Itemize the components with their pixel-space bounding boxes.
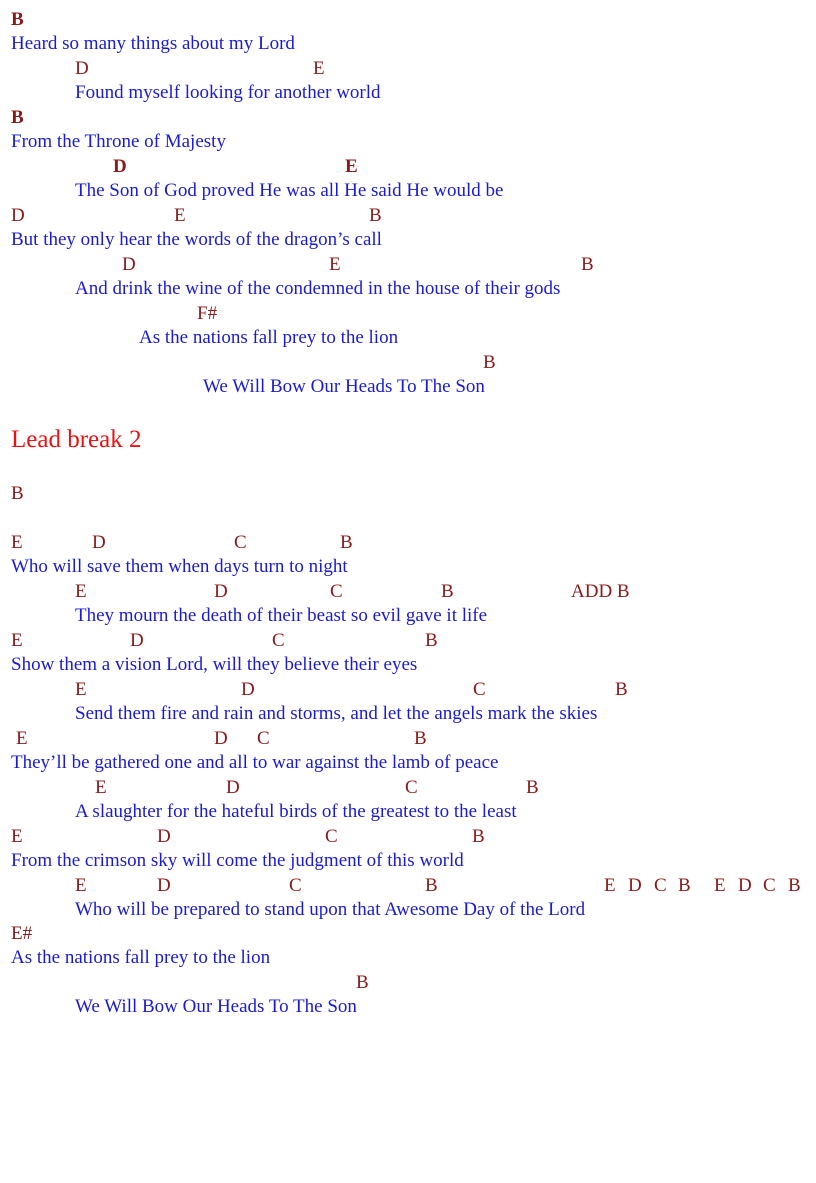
- lyric: They’ll be gathered one and all to war against the lamb of peace: [11, 752, 499, 773]
- lyric: We Will Bow Our Heads To The Son: [75, 996, 357, 1017]
- lyric: From the crimson sky will come the judgment of this world: [11, 850, 464, 871]
- chord: B: [11, 9, 24, 30]
- chord: E: [11, 532, 23, 553]
- lyric: The Son of God proved He was all He said He would be: [75, 180, 504, 201]
- chord: B: [615, 679, 628, 700]
- chord: B: [356, 972, 369, 993]
- lyric: They mourn the death of their beast so evil gave it life: [75, 605, 488, 626]
- chord: C: [763, 875, 776, 896]
- chord: B: [369, 205, 382, 226]
- lyric: As the nations fall prey to the lion: [139, 327, 399, 348]
- chord: B: [483, 352, 496, 373]
- chord: B: [11, 107, 24, 128]
- lyric: From the Throne of Majesty: [11, 131, 226, 152]
- chord: ADD B: [571, 581, 630, 602]
- chord: C: [330, 581, 343, 602]
- chord: D: [738, 875, 752, 896]
- chord: B: [425, 630, 438, 651]
- chord: C: [272, 630, 285, 651]
- chord: C: [234, 532, 247, 553]
- lyric: Show them a vision Lord, will they believe their eyes: [11, 654, 418, 675]
- chord: E: [75, 679, 87, 700]
- chord: D: [122, 254, 136, 275]
- lyric: A slaughter for the hateful birds of the greatest to the least: [75, 801, 517, 822]
- lyric-line: [0, 996, 816, 1062]
- chord: C: [405, 777, 418, 798]
- chord: B: [414, 728, 427, 749]
- chord: E: [174, 205, 186, 226]
- chord: B: [11, 483, 24, 504]
- lyric: As the nations fall prey to the lion: [11, 947, 271, 968]
- chord: E: [16, 728, 28, 749]
- chord: E: [329, 254, 341, 275]
- chord: E: [313, 58, 325, 79]
- chord: C: [257, 728, 270, 749]
- chord: E: [95, 777, 107, 798]
- chord: D: [157, 826, 171, 847]
- chord: B: [472, 826, 485, 847]
- chord: D: [113, 156, 127, 177]
- chord: E: [604, 875, 616, 896]
- lyric: But they only hear the words of the dragon’s call: [11, 229, 382, 250]
- chord: E: [714, 875, 726, 896]
- chord: B: [678, 875, 691, 896]
- chord: F#: [197, 303, 218, 324]
- chord: E: [75, 875, 87, 896]
- chord: B: [788, 875, 801, 896]
- chord: C: [289, 875, 302, 896]
- chord: D: [628, 875, 642, 896]
- chord: E: [75, 581, 87, 602]
- chord: B: [526, 777, 539, 798]
- chord: C: [654, 875, 667, 896]
- chord: C: [473, 679, 486, 700]
- section-heading: Lead break 2: [11, 426, 142, 453]
- chord: B: [425, 875, 438, 896]
- chord: B: [441, 581, 454, 602]
- chord: E: [345, 156, 358, 177]
- chord: E: [11, 826, 23, 847]
- chord: D: [130, 630, 144, 651]
- chord: D: [157, 875, 171, 896]
- lyric: Heard so many things about my Lord: [11, 33, 295, 54]
- chord: D: [226, 777, 240, 798]
- chord: E: [11, 630, 23, 651]
- lyric: Who will save them when days turn to night: [11, 556, 348, 577]
- chord: D: [241, 679, 255, 700]
- lyric: Found myself looking for another world: [75, 82, 381, 103]
- chord: E#: [11, 923, 33, 944]
- lyric: Send them fire and rain and storms, and let the angels mark the skies: [75, 703, 598, 724]
- lyric: And drink the wine of the condemned in the house of their gods: [75, 278, 561, 299]
- lyric: Who will be prepared to stand upon that Awesome Day of the Lord: [75, 899, 586, 920]
- chord: D: [11, 205, 25, 226]
- chord: C: [325, 826, 338, 847]
- chord: D: [75, 58, 89, 79]
- chord: D: [214, 581, 228, 602]
- chord: B: [340, 532, 353, 553]
- chord: B: [581, 254, 594, 275]
- chord: D: [214, 728, 228, 749]
- lyric: We Will Bow Our Heads To The Son: [203, 376, 485, 397]
- chord: D: [92, 532, 106, 553]
